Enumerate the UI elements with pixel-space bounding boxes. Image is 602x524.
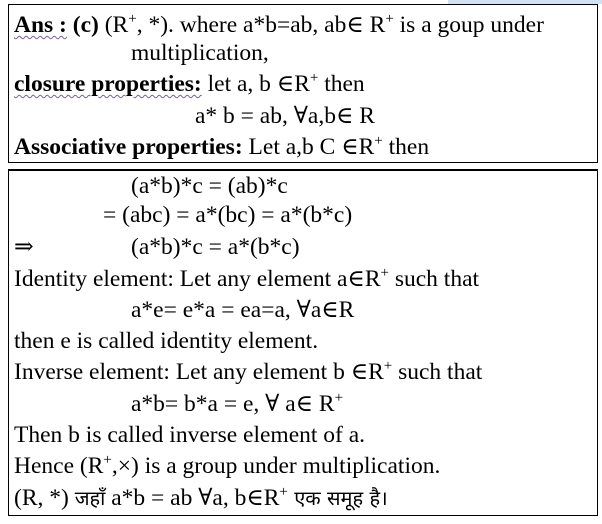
superscript: +	[309, 70, 319, 87]
associative-label: Associative properties:	[14, 134, 243, 160]
inverse-text: Inverse element: Let any element b ∈R	[14, 359, 384, 385]
associative-text-end: then	[382, 134, 430, 160]
inverse-eq-text: a*b= b*a = e, ∀ a∈ R	[131, 391, 335, 417]
closure-line	[14, 69, 365, 99]
superscript: +	[383, 358, 393, 375]
identity-conclusion: then e is called identity element.	[14, 328, 319, 354]
hence-text-end: ,×) is a group under multiplication.	[111, 453, 441, 479]
definition-text: , *). where a*b=ab, ab∈ R	[136, 12, 386, 38]
superscript: +	[279, 484, 288, 501]
identity-line	[14, 264, 479, 294]
closure-equation: a* b = ab, ∀a,b∈ R	[195, 103, 375, 129]
superscript: +	[380, 265, 389, 282]
summary-equation: a*b = ab ∀a, b∈R	[105, 485, 280, 511]
definition-text-end: is a goup under	[393, 12, 544, 38]
closure-text-end: then	[318, 71, 365, 97]
superscript: +	[385, 11, 394, 28]
associative-eq-2: = (abc) = a*(bc) = a*(b*c)	[103, 202, 353, 228]
set-text: (R	[104, 12, 129, 38]
superscript: +	[374, 133, 383, 150]
hindi-phrase: एक समूह है।	[287, 486, 388, 510]
closure-label: closure properties:	[14, 71, 202, 97]
superscript: +	[334, 390, 344, 407]
section-divider	[8, 162, 598, 170]
ans-label: Ans :	[14, 12, 67, 38]
closure-text: let a, b ∈R	[201, 71, 310, 97]
multiplication-line: multiplication,	[131, 40, 269, 66]
answer-header-line	[14, 10, 544, 40]
associative-line	[14, 132, 429, 162]
summary-text: (R, *)	[14, 485, 75, 511]
superscript: +	[128, 11, 137, 28]
inverse-text-end: such that	[392, 359, 483, 385]
inverse-line	[14, 357, 482, 387]
hindi-summary-line	[14, 483, 388, 513]
inverse-equation	[131, 389, 343, 419]
option-label: (c)	[66, 12, 105, 38]
hindi-word: जहाँ	[74, 486, 106, 510]
identity-text: Identity element: Let any element a∈R	[14, 266, 381, 292]
superscript: +	[103, 452, 112, 469]
identity-text-end: such that	[388, 266, 480, 292]
implies-arrow: ⇒	[14, 234, 34, 260]
inverse-conclusion: Then b is called inverse element of a.	[14, 422, 366, 448]
identity-equation: a*e= e*a = ea=a, ∀a∈R	[131, 297, 355, 323]
hence-line	[14, 451, 440, 481]
hence-text: Hence (R	[14, 453, 104, 479]
associative-eq-3: (a*b)*c = a*(b*c)	[131, 234, 300, 260]
associative-text: Let a,b C ∈R	[242, 134, 375, 160]
associative-eq-1: (a*b)*c = (ab)*c	[131, 173, 288, 199]
